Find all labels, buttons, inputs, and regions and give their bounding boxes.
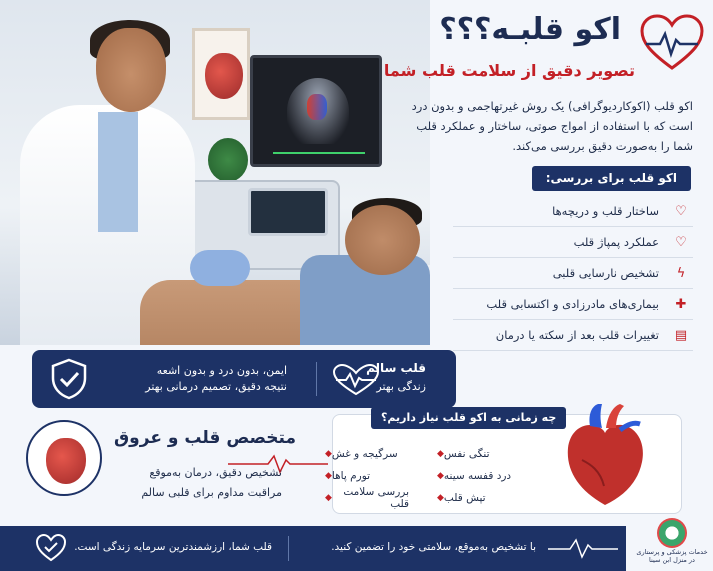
anatomical-heart-image — [560, 400, 650, 510]
plant-decoration — [208, 138, 248, 182]
bullet-icon: ◆ — [325, 493, 332, 503]
heart-check-icon — [36, 534, 66, 562]
healthy-heart-title: قلب سالم — [366, 361, 426, 375]
heart-pulse-icon — [640, 14, 704, 72]
bullet-icon: ◆ — [437, 493, 444, 503]
list-item: ◆ بررسی سلامت قلب — [325, 486, 409, 510]
specialist-line-2: مراقبت مداوم برای قلبی سالم — [141, 486, 282, 499]
shield-check-icon — [50, 358, 88, 400]
heart-valve-icon: ♡ — [675, 203, 687, 219]
checks-list — [453, 196, 693, 351]
page-subtitle: تصویر دقیق از سلامت قلب شما — [383, 61, 635, 80]
bullet-icon: ◆ — [437, 449, 444, 459]
list-item: ♡ عملکرد پمپاژ قلب — [453, 227, 693, 258]
list-item: ◆ درد قفسه سینه — [437, 470, 512, 482]
anatomical-heart-image — [26, 420, 102, 496]
safety-text: ایمن، بدون درد و بدون اشعه نتیجه دقیق، تصمیم درمانی بهتر — [145, 364, 287, 393]
list-item: ◆ تنگی نفس — [437, 448, 490, 460]
list-item: ♡ ساختار قلب و دریچه‌ها — [453, 196, 693, 227]
list-item: ϟ تشخیص نارسایی قلبی — [453, 258, 693, 289]
bullet-icon: ◆ — [325, 471, 332, 481]
footer-bar — [0, 526, 626, 571]
machine-touchscreen — [248, 188, 328, 236]
heart-bolt-icon: ϟ — [676, 265, 686, 281]
list-item: ✚ بیماری‌های مادرزادی و اکتسابی قلب — [453, 289, 693, 320]
ultrasound-monitor — [250, 55, 382, 167]
list-item: ◆ تپش قلب — [437, 492, 486, 504]
checks-header: اکو قلب برای بررسی: — [532, 166, 691, 191]
heart-poster — [192, 28, 250, 120]
clipboard-heart-icon: ▤ — [674, 327, 688, 343]
list-item: ▤ تغییرات قلب بعد از سکته یا درمان — [453, 320, 693, 351]
clinic-logo — [636, 518, 708, 570]
heart-pulse-icon: ♡ — [675, 234, 687, 250]
heart-plus-icon: ✚ — [675, 296, 687, 312]
ecg-line-icon — [548, 537, 618, 559]
page-title: اکو قلبـه؟؟؟ — [439, 12, 621, 47]
footer-text-right: با تشخیص به‌موقع، سلامتی خود را تضمین کنید. — [331, 541, 536, 553]
ultrasound-probe-hand — [190, 250, 250, 286]
specialist-line-1: تشخیص دقیق، درمان به‌موقع — [149, 466, 282, 479]
footer-text-left: قلب شما، ارزشمندترین سرمایه زندگی است. — [74, 541, 272, 553]
logo-mark-icon — [657, 518, 687, 548]
specialist-title: متخصص قلب و عروق — [113, 428, 296, 448]
symptoms-list-b — [319, 443, 409, 509]
list-item: ◆ سرگیجه و غش — [325, 448, 398, 460]
logo-text: خدمات پزشکی و پرستاری در منزل ابن سینا — [636, 548, 708, 564]
intro-text: اکو قلب (اکوکاردیوگرافی) یک روش غیرتهاجمی و بدون درد است که با استفاده از امواج صوتی، ساختار و عملکرد قلب شما را به‌صورت دقیق بررسی می‌کند. — [411, 99, 693, 153]
bullet-icon: ◆ — [437, 471, 444, 481]
hero-photo — [0, 0, 430, 345]
symptoms-title: چه زمانی به اکو قلب نیاز داریم؟ — [371, 407, 566, 429]
healthy-heart-subtitle: زندگی بهتر — [376, 380, 426, 393]
bullet-icon: ◆ — [325, 449, 332, 459]
symptoms-list-a — [431, 443, 521, 509]
specialist-section — [26, 418, 326, 508]
benefits-banner — [32, 350, 456, 408]
list-item: ◆ تورم پاها — [325, 470, 371, 482]
